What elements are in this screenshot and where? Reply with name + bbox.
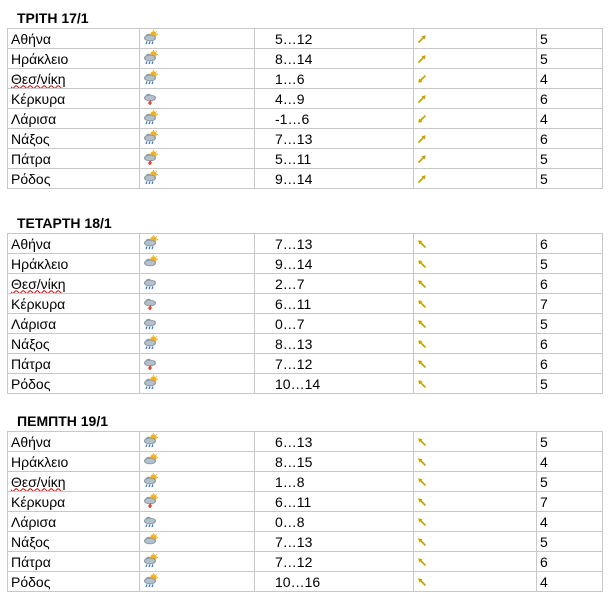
- cloud-rain-sun-icon: [143, 553, 159, 571]
- city-name: Πάτρα: [8, 552, 140, 572]
- cloud-storm-sun-icon: [143, 493, 159, 511]
- cloud-rain-sun-icon: [143, 473, 159, 491]
- city-name: Αθήνα: [8, 432, 140, 452]
- weather-icon-cell: [140, 552, 255, 572]
- cloud-rain-sun-icon: [143, 235, 159, 253]
- city-name: Λάρισα: [8, 512, 140, 532]
- table-row: [8, 89, 603, 109]
- weather-icon-cell: [140, 472, 255, 492]
- arrow-northwest-icon: [417, 454, 427, 470]
- cloud-rain-icon: [143, 315, 159, 333]
- wind-beaufort: 5: [537, 314, 603, 334]
- temperature-range: 7…12: [255, 552, 414, 572]
- wind-direction-cell: [414, 234, 537, 254]
- city-name-text: Θεσ/νίκη: [11, 70, 66, 87]
- cloud-storm-sun-icon: [143, 150, 159, 168]
- weather-icon-cell: [140, 294, 255, 314]
- city-name: Αθήνα: [8, 29, 140, 49]
- temperature-range: 7…12: [255, 354, 414, 374]
- table-row: [8, 492, 603, 512]
- cloud-sun-icon: [143, 533, 159, 551]
- table-row: [8, 294, 603, 314]
- wind-beaufort: 7: [537, 492, 603, 512]
- city-name: [8, 274, 140, 294]
- wind-beaufort: 5: [537, 472, 603, 492]
- cloud-storm-icon: [143, 355, 159, 373]
- table-row: [8, 432, 603, 452]
- day-title: ΤΕΤΑΡΤΗ 18/1: [17, 215, 112, 231]
- arrow-northwest-icon: [417, 434, 427, 450]
- table-row: [8, 49, 603, 69]
- weather-icon-cell: [140, 254, 255, 274]
- city-name: [8, 472, 140, 492]
- weather-icon-cell: [140, 129, 255, 149]
- city-name: Κέρκυρα: [8, 492, 140, 512]
- table-row: [8, 512, 603, 532]
- city-name: Ηράκλειο: [8, 254, 140, 274]
- temperature-range: 8…15: [255, 452, 414, 472]
- temperature-range: 10…14: [255, 374, 414, 394]
- table-row: [8, 254, 603, 274]
- cloud-rain-sun-icon: [143, 110, 159, 128]
- weather-icon-cell: [140, 334, 255, 354]
- wind-direction-cell: [414, 314, 537, 334]
- weather-icon-cell: [140, 512, 255, 532]
- wind-beaufort: 5: [537, 432, 603, 452]
- table-row: [8, 109, 603, 129]
- table-row: [8, 234, 603, 254]
- wind-direction-cell: [414, 294, 537, 314]
- wind-direction-cell: [414, 334, 537, 354]
- weather-icon-cell: [140, 234, 255, 254]
- wind-direction-cell: [414, 89, 537, 109]
- arrow-northeast-icon: [417, 171, 427, 187]
- day-title: ΤΡΙΤΗ 17/1: [17, 10, 89, 26]
- arrow-northwest-icon: [417, 574, 427, 590]
- city-name: Ρόδος: [8, 374, 140, 394]
- temperature-range: 1…6: [255, 69, 414, 89]
- weather-icon-cell: [140, 69, 255, 89]
- wind-direction-cell: [414, 49, 537, 69]
- temperature-range: 6…11: [255, 294, 414, 314]
- arrow-northwest-icon: [417, 276, 427, 292]
- city-name: Κέρκυρα: [8, 89, 140, 109]
- temperature-range: 1…8: [255, 472, 414, 492]
- weather-icon-cell: [140, 452, 255, 472]
- weather-icon-cell: [140, 109, 255, 129]
- wind-direction-cell: [414, 109, 537, 129]
- arrow-northwest-icon: [417, 316, 427, 332]
- city-name: Ρόδος: [8, 572, 140, 592]
- arrow-northwest-icon: [417, 514, 427, 530]
- city-name-text: Θεσ/νίκη: [11, 473, 66, 490]
- wind-direction-cell: [414, 432, 537, 452]
- wind-beaufort: 6: [537, 129, 603, 149]
- table-row: [8, 129, 603, 149]
- cloud-sun-icon: [143, 255, 159, 273]
- temperature-range: 8…13: [255, 334, 414, 354]
- wind-direction-cell: [414, 374, 537, 394]
- arrow-northwest-icon: [417, 376, 427, 392]
- temperature-range: 7…13: [255, 532, 414, 552]
- city-name: Νάξος: [8, 129, 140, 149]
- forecast-day-3: [7, 411, 603, 592]
- wind-beaufort: 5: [537, 374, 603, 394]
- forecast-table: [7, 233, 603, 394]
- table-row: [8, 374, 603, 394]
- wind-beaufort: 7: [537, 294, 603, 314]
- city-name-text: Θεσ/νίκη: [11, 275, 66, 292]
- cloud-storm-icon: [143, 295, 159, 313]
- arrow-northeast-icon: [417, 91, 427, 107]
- arrow-northwest-icon: [417, 494, 427, 510]
- arrow-southwest-icon: [417, 111, 427, 127]
- weather-icon-cell: [140, 532, 255, 552]
- wind-direction-cell: [414, 452, 537, 472]
- arrow-northwest-icon: [417, 534, 427, 550]
- wind-beaufort: 5: [537, 169, 603, 189]
- city-name: Κέρκυρα: [8, 294, 140, 314]
- cloud-rain-icon: [143, 275, 159, 293]
- wind-beaufort: 4: [537, 69, 603, 89]
- arrow-northwest-icon: [417, 236, 427, 252]
- city-name: Ηράκλειο: [8, 49, 140, 69]
- weather-icon-cell: [140, 572, 255, 592]
- wind-beaufort: 6: [537, 334, 603, 354]
- wind-direction-cell: [414, 572, 537, 592]
- wind-beaufort: 5: [537, 149, 603, 169]
- arrow-northeast-icon: [417, 131, 427, 147]
- wind-direction-cell: [414, 69, 537, 89]
- temperature-range: 0…7: [255, 314, 414, 334]
- wind-beaufort: 6: [537, 552, 603, 572]
- weather-icon-cell: [140, 374, 255, 394]
- forecast-table: [7, 431, 603, 592]
- day-title: ΠΕΜΠΤΗ 19/1: [17, 413, 109, 429]
- city-name: Ρόδος: [8, 169, 140, 189]
- table-row: [8, 472, 603, 492]
- table-row: [8, 169, 603, 189]
- weather-icon-cell: [140, 89, 255, 109]
- arrow-northwest-icon: [417, 256, 427, 272]
- temperature-range: 7…13: [255, 129, 414, 149]
- arrow-northwest-icon: [417, 554, 427, 570]
- cloud-rain-sun-icon: [143, 30, 159, 48]
- arrow-northeast-icon: [417, 151, 427, 167]
- cloud-rain-sun-icon: [143, 573, 159, 591]
- temperature-range: 9…14: [255, 254, 414, 274]
- wind-beaufort: 4: [537, 512, 603, 532]
- wind-beaufort: 5: [537, 532, 603, 552]
- temperature-range: 6…11: [255, 492, 414, 512]
- wind-direction-cell: [414, 354, 537, 374]
- cloud-rain-sun-icon: [143, 375, 159, 393]
- arrow-northeast-icon: [417, 31, 427, 47]
- city-name: Πάτρα: [8, 149, 140, 169]
- table-row: [8, 532, 603, 552]
- wind-beaufort: 6: [537, 89, 603, 109]
- weather-icon-cell: [140, 314, 255, 334]
- wind-direction-cell: [414, 274, 537, 294]
- table-row: [8, 69, 603, 89]
- weather-icon-cell: [140, 149, 255, 169]
- cloud-rain-sun-icon: [143, 170, 159, 188]
- temperature-range: 6…13: [255, 432, 414, 452]
- city-name: Λάρισα: [8, 109, 140, 129]
- temperature-range: 5…12: [255, 29, 414, 49]
- cloud-rain-sun-icon: [143, 70, 159, 88]
- cloud-rain-sun-icon: [143, 50, 159, 68]
- wind-beaufort: 5: [537, 254, 603, 274]
- arrow-northwest-icon: [417, 474, 427, 490]
- cloud-storm-icon: [143, 90, 159, 108]
- temperature-range: 7…13: [255, 234, 414, 254]
- wind-direction-cell: [414, 254, 537, 274]
- arrow-northwest-icon: [417, 296, 427, 312]
- table-row: [8, 29, 603, 49]
- weather-icon-cell: [140, 274, 255, 294]
- cloud-rain-sun-icon: [143, 433, 159, 451]
- city-name: Νάξος: [8, 334, 140, 354]
- temperature-range: 9…14: [255, 169, 414, 189]
- wind-beaufort: 4: [537, 109, 603, 129]
- cloud-rain-sun-icon: [143, 335, 159, 353]
- wind-beaufort: 5: [537, 49, 603, 69]
- weather-icon-cell: [140, 432, 255, 452]
- wind-beaufort: 4: [537, 572, 603, 592]
- city-name: Νάξος: [8, 532, 140, 552]
- wind-beaufort: 5: [537, 29, 603, 49]
- table-row: [8, 572, 603, 592]
- forecast-table: [7, 28, 603, 189]
- table-row: [8, 354, 603, 374]
- temperature-range: 10…16: [255, 572, 414, 592]
- temperature-range: 8…14: [255, 49, 414, 69]
- table-row: [8, 334, 603, 354]
- wind-direction-cell: [414, 472, 537, 492]
- wind-direction-cell: [414, 532, 537, 552]
- table-row: [8, 274, 603, 294]
- forecast-day-2: [7, 213, 603, 394]
- wind-beaufort: 6: [537, 234, 603, 254]
- wind-direction-cell: [414, 492, 537, 512]
- weather-icon-cell: [140, 29, 255, 49]
- arrow-northeast-icon: [417, 51, 427, 67]
- cloud-sun-icon: [143, 453, 159, 471]
- city-name: Ηράκλειο: [8, 452, 140, 472]
- table-row: [8, 314, 603, 334]
- cloud-rain-sun-icon: [143, 130, 159, 148]
- arrow-southwest-icon: [417, 71, 427, 87]
- table-row: [8, 552, 603, 572]
- forecast-day-1: [7, 8, 603, 189]
- weather-icon-cell: [140, 169, 255, 189]
- wind-beaufort: 6: [537, 274, 603, 294]
- wind-beaufort: 6: [537, 354, 603, 374]
- table-row: [8, 452, 603, 472]
- temperature-range: 0…8: [255, 512, 414, 532]
- wind-beaufort: 4: [537, 452, 603, 472]
- wind-direction-cell: [414, 149, 537, 169]
- weather-icon-cell: [140, 492, 255, 512]
- wind-direction-cell: [414, 169, 537, 189]
- temperature-range: -1…6: [255, 109, 414, 129]
- city-name: Λάρισα: [8, 314, 140, 334]
- city-name: Πάτρα: [8, 354, 140, 374]
- table-row: [8, 149, 603, 169]
- weather-icon-cell: [140, 49, 255, 69]
- arrow-northwest-icon: [417, 356, 427, 372]
- wind-direction-cell: [414, 512, 537, 532]
- temperature-range: 2…7: [255, 274, 414, 294]
- city-name: Αθήνα: [8, 234, 140, 254]
- temperature-range: 4…9: [255, 89, 414, 109]
- wind-direction-cell: [414, 129, 537, 149]
- temperature-range: 5…11: [255, 149, 414, 169]
- arrow-northwest-icon: [417, 336, 427, 352]
- cloud-rain-icon: [143, 513, 159, 531]
- weather-icon-cell: [140, 354, 255, 374]
- city-name: [8, 69, 140, 89]
- wind-direction-cell: [414, 29, 537, 49]
- wind-direction-cell: [414, 552, 537, 572]
